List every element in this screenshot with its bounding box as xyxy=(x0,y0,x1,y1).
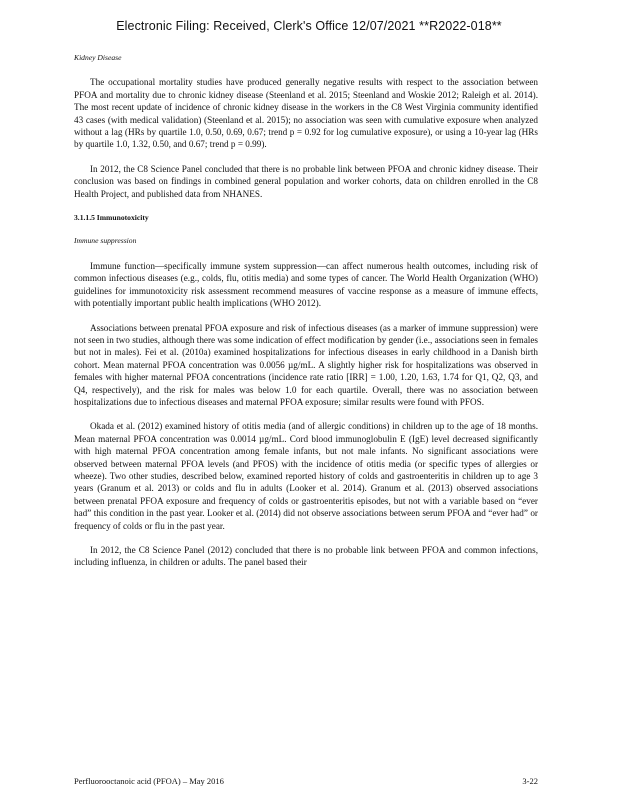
immunotoxicity-section-heading: 3.1.1.5 Immunotoxicity xyxy=(74,213,149,223)
kidney-paragraph-2: In 2012, the C8 Science Panel concluded that there is no probable link between PFOA and chronic kidney disease. Their conclusion was based on findings in combined general population and worker cohorts, data on children enrolled in the C8 Health Project, and published data from NHANES. xyxy=(74,163,538,199)
filing-header: Electronic Filing: Received, Clerk's Office 12/07/2021 **R2022-018** xyxy=(116,19,502,33)
footer-page-number: 3-22 xyxy=(522,776,538,786)
immune-paragraph-1: Immune function—specifically immune system suppression—can affect numerous health outcomes, including risk of common infectious diseases (e.g., colds, flu, otitis media) and some types of cancer. The World Health Organization (WHO) guidelines for immunotoxicity risk assessment recommend measures of vaccine response as a measure of immune effects, with potentially important public health implications (WHO 2012). xyxy=(74,260,538,309)
immune-suppression-subheading: Immune suppression xyxy=(74,236,137,246)
page-content xyxy=(74,52,538,581)
immune-paragraph-3: Okada et al. (2012) examined history of otitis media (and of allergic conditions) in children up to the age of 18 months. Mean maternal PFOA concentration was 0.0014 µg/mL. Cord blood immunoglobulin E (IgE) level decreased significantly with high maternal PFOA concentration among female infants, but not male infants. No significant associations were observed between maternal PFOA levels (and PFOS) with the incidence of otitis media (or specific types of allergies or wheeze). Two other studies, described below, examined reported history of colds and gastroenteritis in children up to age 3 years (Granum et al. 2013) or colds and flu in adults (Looker et al. 2014). Granum et al. (2013) observed associations between prenatal PFOA exposure and frequency of colds or gastroenteritis episodes, but not with a variable based on “ever had” this condition in the past year. Looker et al. (2014) did not observe associations between serum PFOA and “ever had” or frequency of colds or flu in the past year. xyxy=(74,421,538,531)
footer-document-title: Perfluorooctanoic acid (PFOA) – May 2016 xyxy=(74,776,224,786)
kidney-disease-subheading: Kidney Disease xyxy=(74,53,122,62)
page-footer xyxy=(74,776,538,788)
kidney-paragraph-1: The occupational mortality studies have produced generally negative results with respect to the association between PFOA and mortality due to chronic kidney disease (Steenland et al. 2015; Steenland and Woskie 2012; Raleigh et al. 2014). The most recent update of incidence of chronic kidney disease in the workers in the C8 West Virginia community identified 43 cases (with medical validation) (Steenland et al. 2015); no association was seen with cumulative exposure when analyzed without a lag (HRs by quartile 1.0, 0.50, 0.69, 0.67; trend p = 0.92 for log cumulative exposure), or using a 10-year lag (HRs by quartile 1.0, 1.32, 0.50, and 0.67; trend p = 0.99). xyxy=(74,77,538,150)
immune-paragraph-4: In 2012, the C8 Science Panel (2012) concluded that there is no probable link between PFOA and common infections, including influenza, in children or adults. The panel based their xyxy=(74,545,538,568)
immune-paragraph-2: Associations between prenatal PFOA exposure and risk of infectious diseases (as a marker of immune suppression) were not seen in two studies, although there was some indication of effect modification by gender (i.e., associations seen in females but not in males). Fei et al. (2010a) examined hospitalizations for infectious diseases in early childhood in a Danish birth cohort. Mean maternal PFOA concentration was 0.0056 µg/mL. A slightly higher risk for hospitalizations was observed in females with higher maternal PFOA concentrations (incidence rate ratio [IRR] = 1.00, 1.20, 1.63, 1.74 for Q1, Q2, Q3, and Q4, respectively), and the risk for males was below 1.0 for each quartile. Overall, there was no association between hospitalizations due to infectious diseases and maternal PFOA exposure; similar results were found with PFOS. xyxy=(74,322,538,407)
